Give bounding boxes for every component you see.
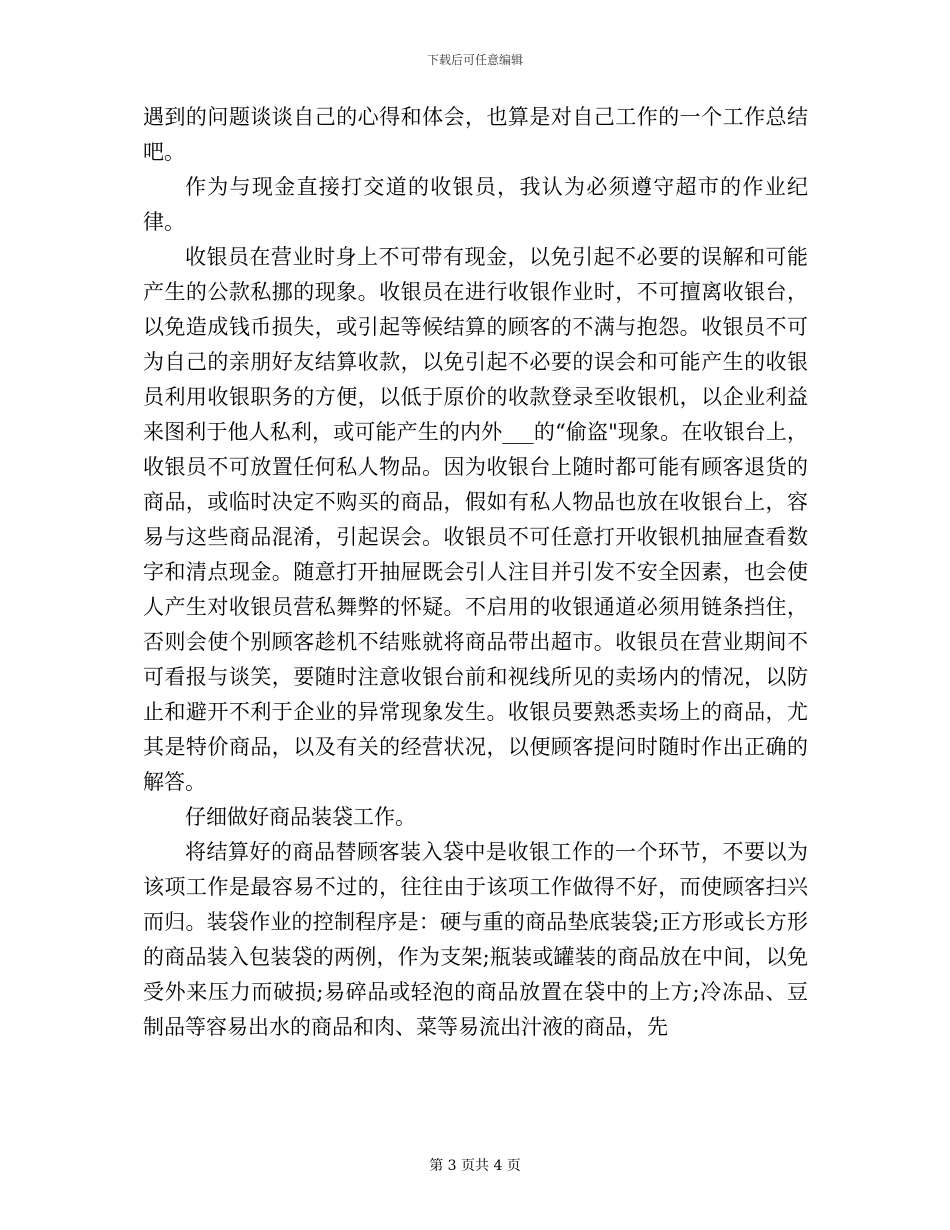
document-body bbox=[143, 100, 808, 1045]
paragraph: 作为与现金直接打交道的收银员，我认为必须遵守超市的作业纪律。 bbox=[143, 175, 808, 234]
paragraph: 仔细做好商品装袋工作。 bbox=[185, 805, 416, 829]
page-number: 第 3 页共 4 页 bbox=[429, 1158, 521, 1174]
paragraph: 将结算好的商品替顾客装入袋中是收银工作的一个环节，不要以为该项工作是最容易不过的，往往由于该项工作做得不好，而使顾客扫兴而归。装袋作业的控制程序是：硬与重的商品垫底装袋;正方形或长方形的商品装入包装袋的两例，作为支架;瓶装或罐装的商品放在中间，以免受外来压力而破损;易碎品或轻泡的商品放置在袋中的上方;冷冻品、豆制品等容易出水的商品和肉、菜等易流出汁液的商品，先 bbox=[143, 840, 808, 1039]
paragraph: 收银员在营业时身上不可带有现金，以免引起不必要的误解和可能产生的公款私挪的现象。收银员在进行收银作业时，不可擅离收银台，以免造成钱币损失，或引起等候结算的顾客的不满与抱怨。收银员不可为自己的亲朋好友结算收款，以免引起不必要的误会和可能产生的收银员利用收银职务的方便，以低于原价的收款登录至收银机，以企业利益来图利于他人私利，或可能产生的内外___的“偷盗"现象。在收银台上，收银员不可放置任何私人物品。因为收银台上随时都可能有顾客退货的商品，或临时决定不购买的商品，假如有私人物品也放在收银台上，容易与这些商品混淆，引起误会。收银员不可任意打开收银机抽屉查看数字和清点现金。随意打开抽屉既会引人注目并引发不安全因素，也会使人产生对收银员营私舞弊的怀疑。不启用的收银通道必须用链条挡住，否则会使个别顾客趁机不结账就将商品带出超市。收银员在营业期间不可看报与谈笑，要随时注意收银台前和视线所见的卖场内的情况，以防止和避开不利于企业的异常现象发生。收银员要熟悉卖场上的商品，尤其是特价商品，以及有关的经营状况，以便顾客提问时随时作出正确的解答。 bbox=[143, 245, 808, 794]
paragraph: 遇到的问题谈谈自己的心得和体会，也算是对自己工作的一个工作总结吧。 bbox=[143, 105, 808, 164]
page-header: 下载后可任意编辑 bbox=[426, 53, 523, 67]
